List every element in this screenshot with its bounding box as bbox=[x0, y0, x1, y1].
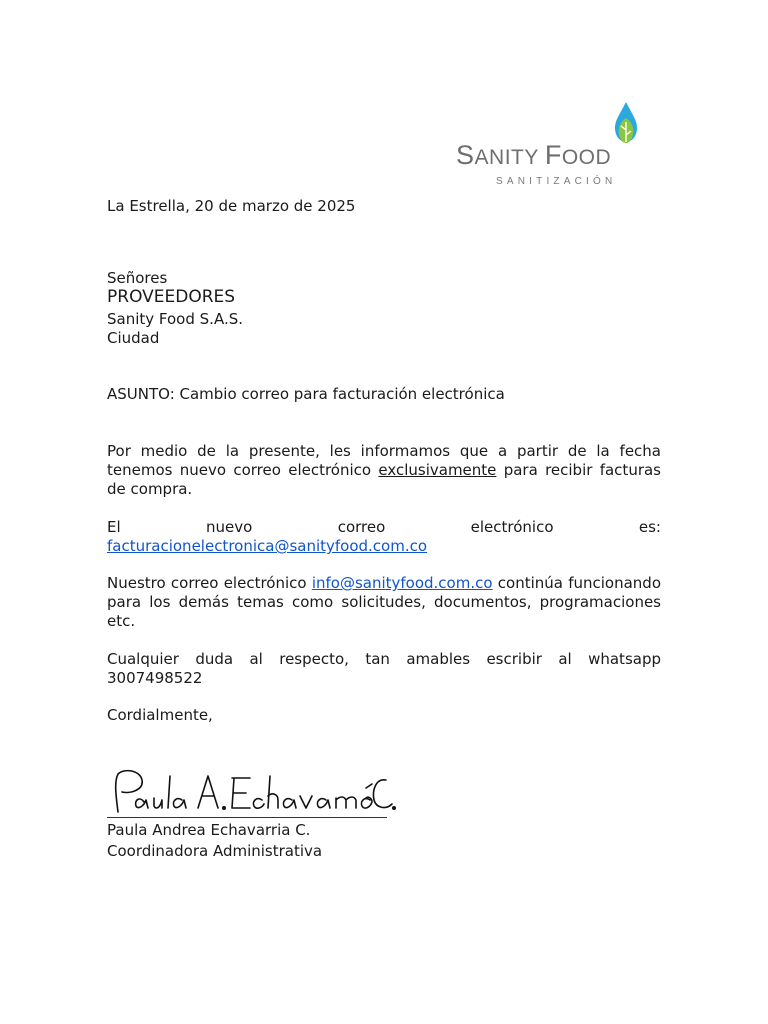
recipient-name: PROVEEDORES bbox=[107, 287, 236, 307]
emphasis-exclusivamente: exclusivamente bbox=[378, 461, 497, 479]
logo-tagline: SANITIZACIÓN bbox=[496, 176, 617, 187]
paragraph-1-text: Por medio de la presente, les informamos que a partir de la fecha tenemos nuevo correo electrónico bbox=[107, 442, 661, 479]
handwritten-signature bbox=[100, 766, 400, 822]
logo-wordmark: SANITY FOOD bbox=[456, 140, 612, 170]
signer-title: Coordinadora Administrativa bbox=[107, 842, 323, 860]
paragraph-1-text-end: para recibir facturas de compra. bbox=[107, 461, 661, 498]
signer-name: Paula Andrea Echavarria C. bbox=[107, 821, 311, 839]
paragraph-3-text-end: continúa funcionando para los demás temas como solicitudes, documentos, programaciones etc. bbox=[107, 574, 661, 630]
body-paragraph-3 bbox=[107, 574, 661, 631]
body-paragraph-1 bbox=[107, 442, 661, 499]
closing-line: Cordialmente, bbox=[107, 706, 213, 724]
company-logo bbox=[452, 100, 662, 192]
billing-email-link[interactable]: facturacionelectronica@sanityfood.com.co bbox=[107, 537, 428, 555]
water-drop-leaf-icon bbox=[452, 100, 662, 144]
billing-email-line bbox=[107, 537, 427, 556]
recipient-city: Ciudad bbox=[107, 329, 160, 347]
recipient-company: Sanity Food S.A.S. bbox=[107, 310, 243, 328]
subject-line: ASUNTO: Cambio correo para facturación electrónica bbox=[107, 385, 505, 403]
info-email-link[interactable]: info@sanityfood.com.co bbox=[311, 574, 493, 592]
body-paragraph-2: El nuevo correo electrónico es: bbox=[107, 518, 661, 536]
body-paragraph-4: Cualquier duda al respecto, tan amables escribir al whatsapp 3007498522 bbox=[107, 650, 661, 687]
signature-line bbox=[107, 817, 387, 818]
paragraph-3-text: Nuestro correo electrónico bbox=[107, 574, 312, 592]
recipient-salutation: Señores bbox=[107, 269, 168, 287]
date-line: La Estrella, 20 de marzo de 2025 bbox=[107, 197, 356, 215]
